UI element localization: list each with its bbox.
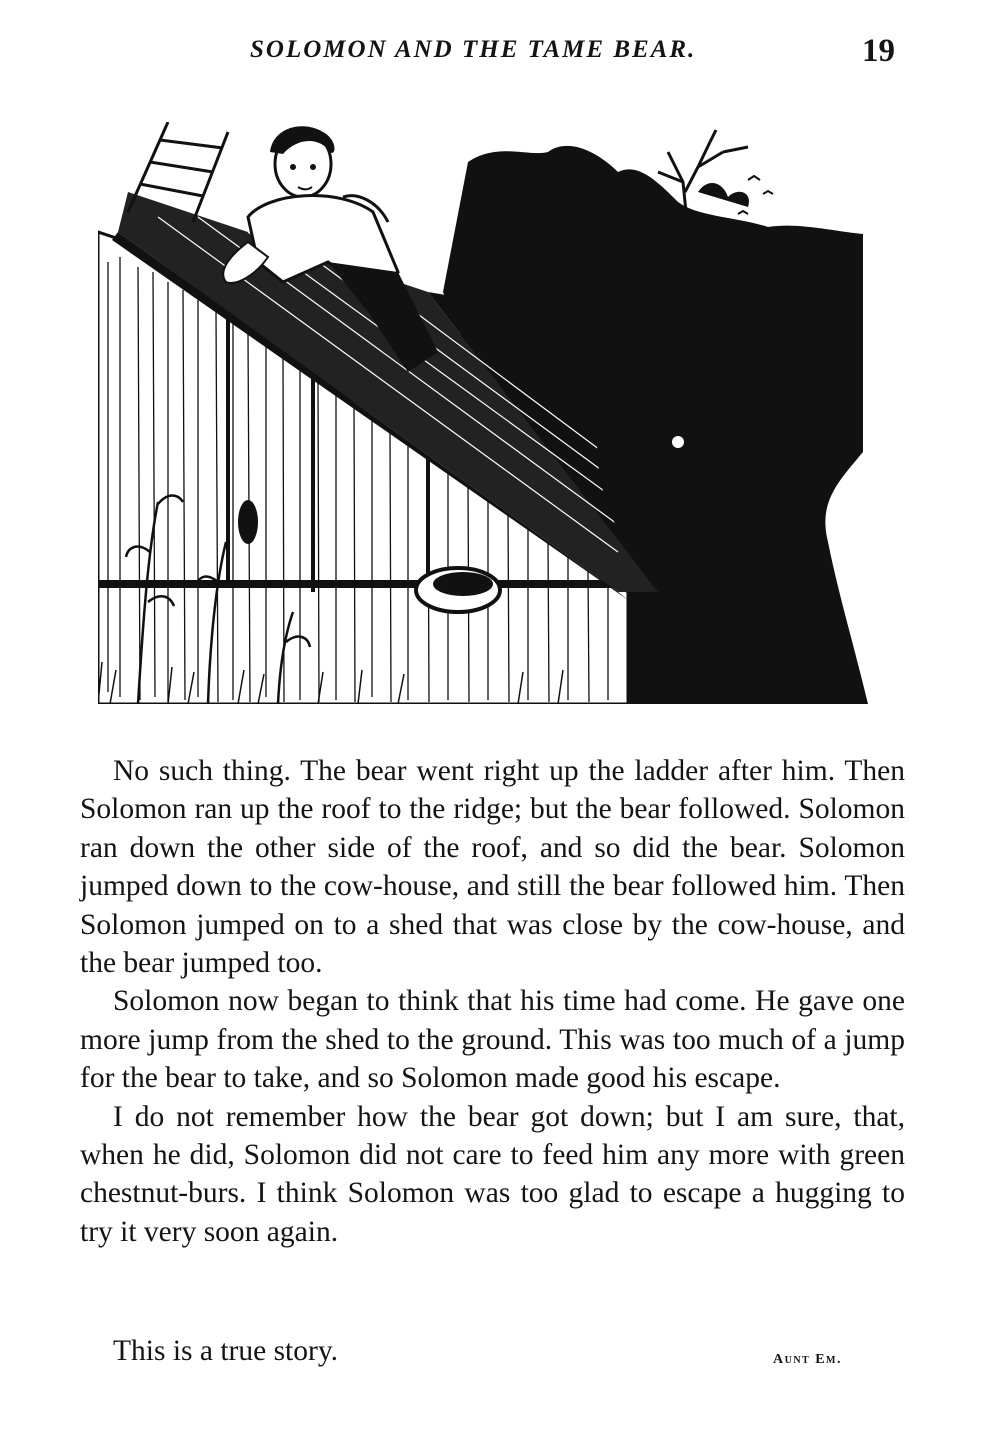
- page-number: 19: [862, 33, 895, 69]
- author-signature: Aunt Em.: [773, 1352, 842, 1367]
- woodcut-illustration-icon: [98, 122, 868, 704]
- woodcut-illustration: [98, 122, 868, 704]
- paragraph-3: I do not remember how the bear got down; but I am sure, that, when he did, Solomon did not care to feed him any more with green chestnut-burs. I think Solomon was too glad to escape a hugging to try it very soon again.: [80, 1100, 905, 1248]
- paragraph-2: Solomon now began to think that his time had come. He gave one more jump from the shed to the ground. This was too much of a jump for the bear to take, and so Solomon made good his escape.: [80, 985, 905, 1095]
- closing-line: This is a true story.: [113, 1335, 339, 1367]
- running-title: SOLOMON AND THE TAME BEAR.: [250, 36, 697, 63]
- story-text: [80, 752, 905, 1251]
- bucket: [416, 568, 500, 612]
- paragraph-1: No such thing. The bear went right up the ladder after him. Then Solomon ran up the roof to the ridge; but the bear followed. Solomon ran down the other side of the roof, and so did the bear. Solomon jumped down to the cow-house, and still the bear followed him. Then Solomon jumped on to a shed that was close by the cow-house, and the bear jumped too.: [80, 755, 905, 980]
